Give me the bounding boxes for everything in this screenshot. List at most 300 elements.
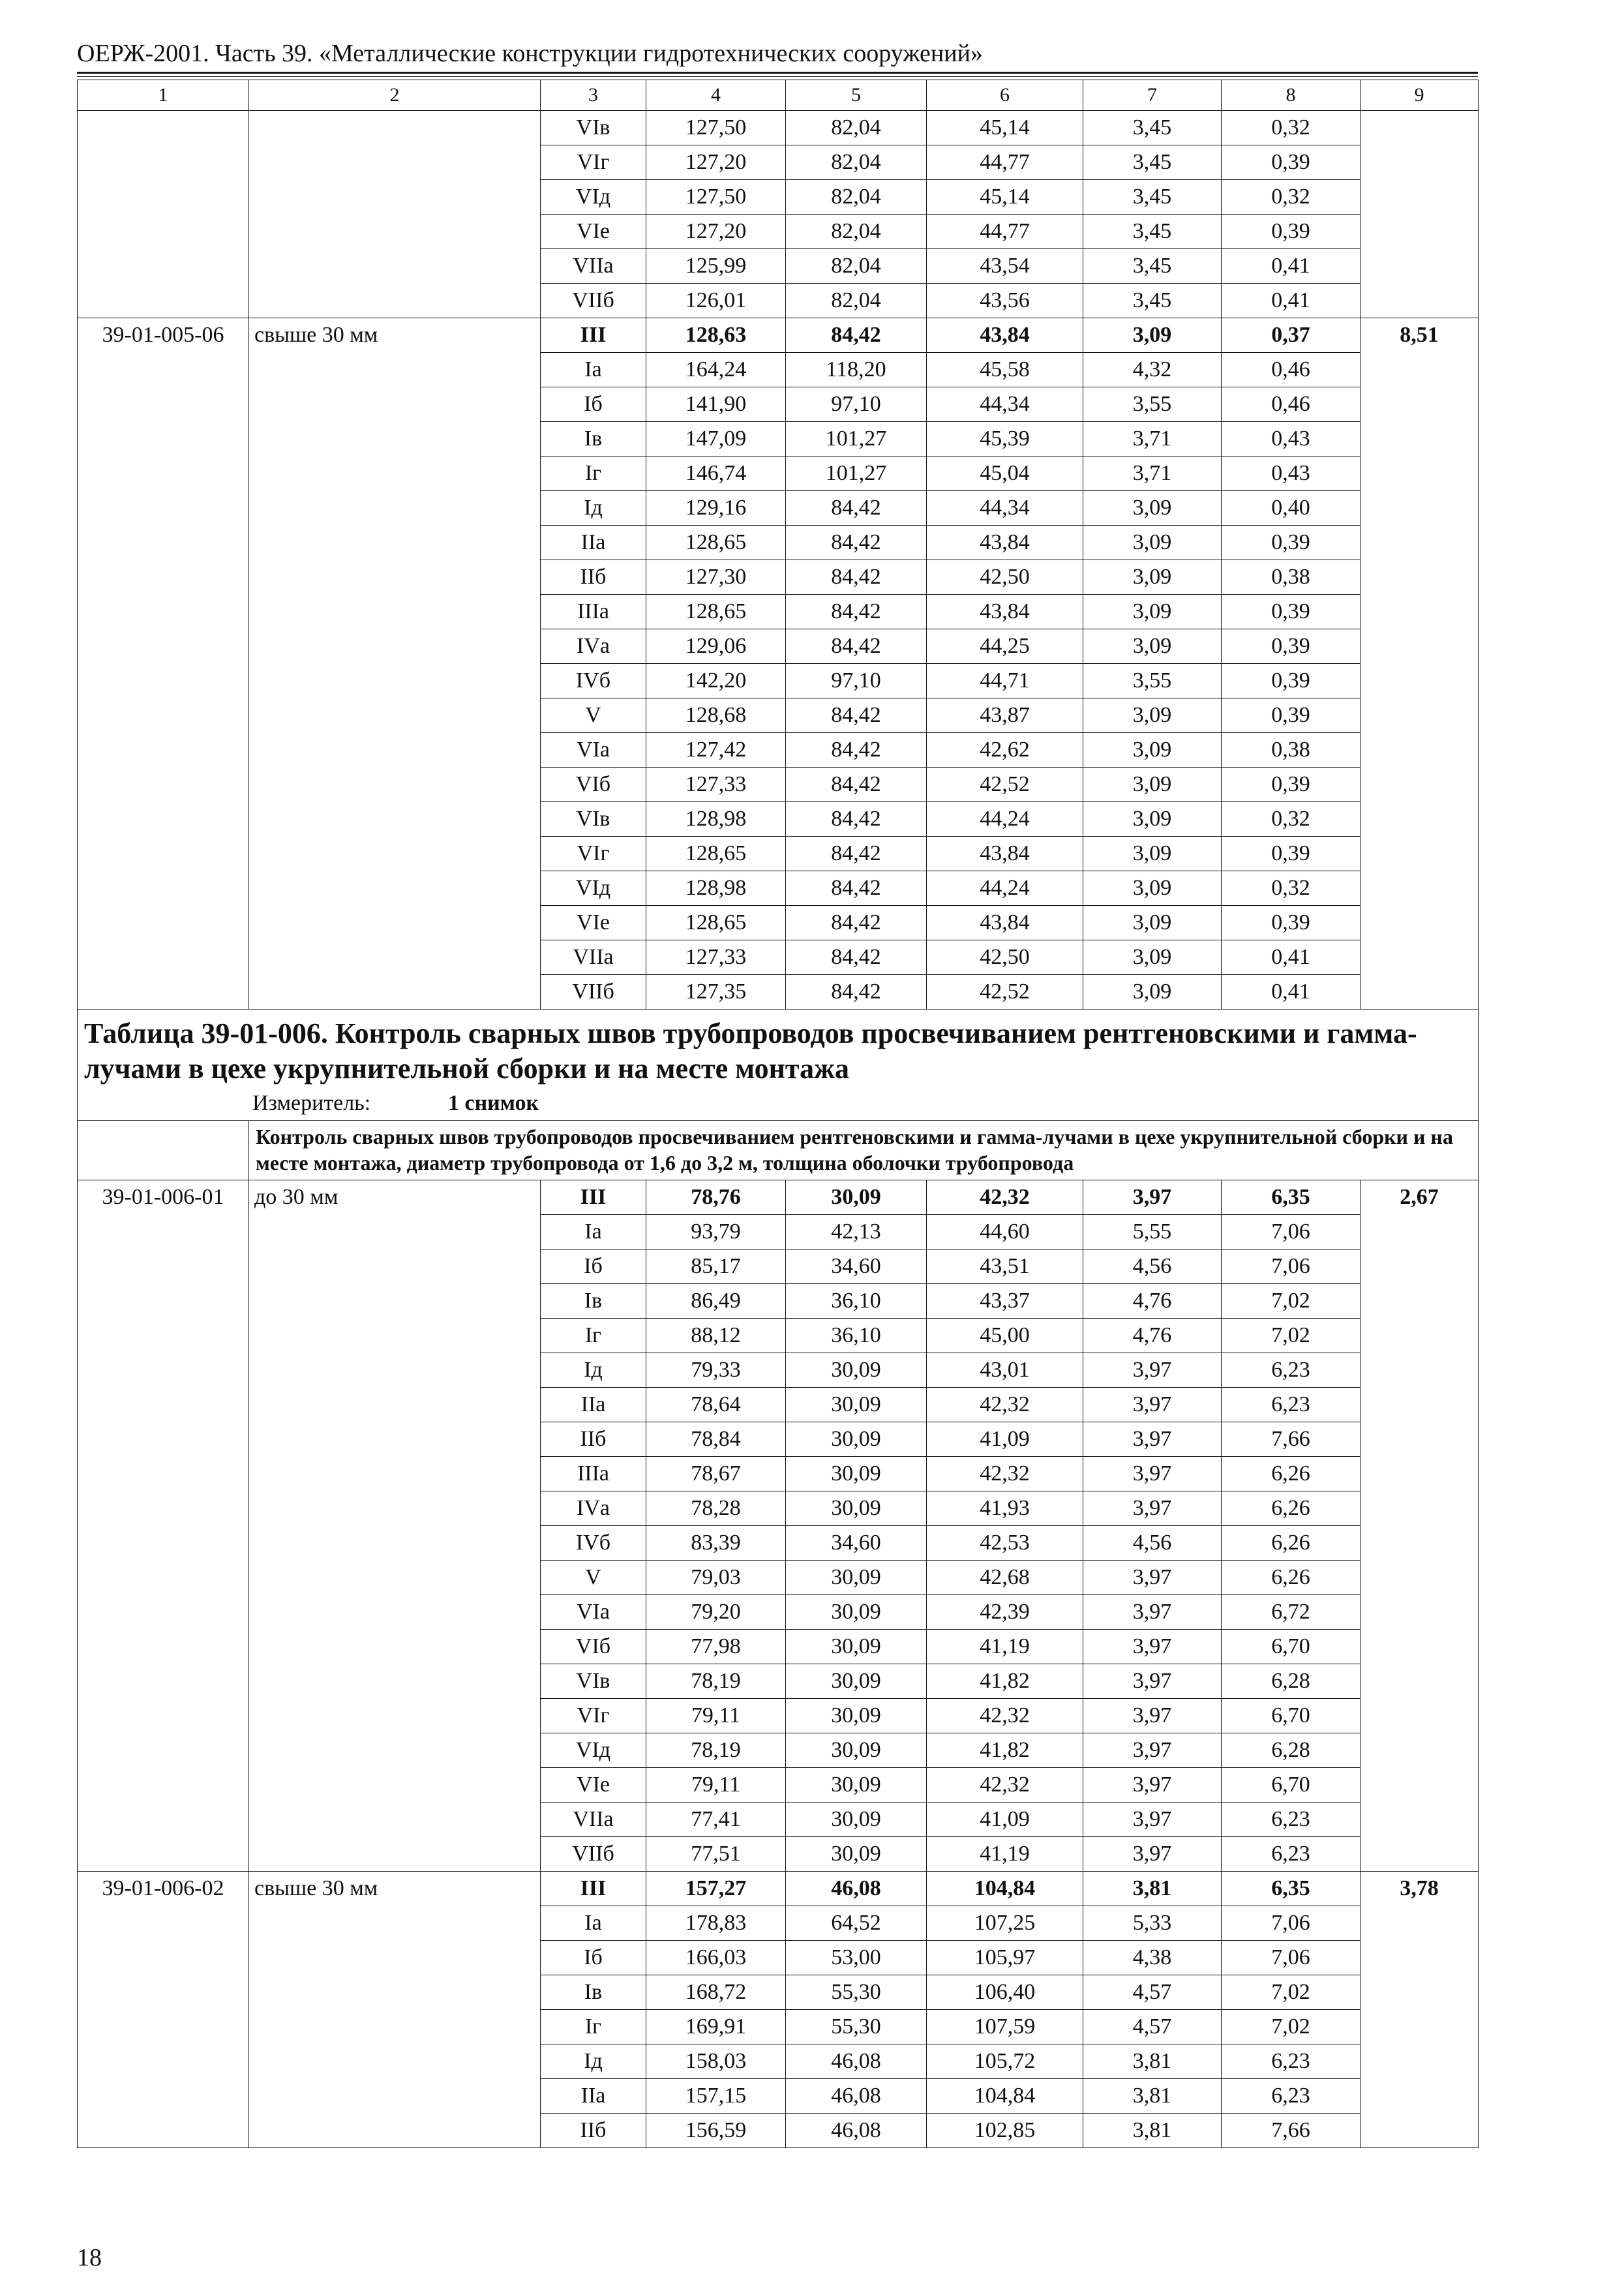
labor-machinists: 0,46: [1222, 387, 1361, 422]
labor-workers: 3,97: [1083, 1595, 1222, 1630]
wages: 84,42: [786, 837, 927, 871]
labor-machinists: 6,26: [1222, 1526, 1361, 1561]
labor-workers: 3,09: [1083, 940, 1222, 975]
wages: 84,42: [786, 975, 927, 1010]
machine-cost: 43,01: [927, 1353, 1083, 1388]
wages: 84,42: [786, 560, 927, 595]
header-rule: [77, 72, 1478, 74]
column-number: 9: [1361, 80, 1479, 111]
machine-cost: 44,60: [927, 1215, 1083, 1249]
labor-machinists: 6,35: [1222, 1872, 1361, 1906]
mode-code: VIг: [541, 145, 646, 180]
labor-machinists: 0,39: [1222, 629, 1361, 664]
description-spacer: [78, 1121, 249, 1180]
labor-workers: 3,71: [1083, 456, 1222, 491]
labor-workers: 3,97: [1083, 1768, 1222, 1803]
mode-code: VIв: [541, 1664, 646, 1699]
total-cost: 78,19: [646, 1733, 786, 1768]
coefficient-total: 2,67: [1361, 1180, 1479, 1872]
mode-code: III: [541, 1872, 646, 1906]
mode-code: IVа: [541, 1491, 646, 1526]
labor-machinists: 6,35: [1222, 1180, 1361, 1215]
wages: 84,42: [786, 802, 927, 837]
mode-code: IVб: [541, 1526, 646, 1561]
wages: 30,09: [786, 1180, 927, 1215]
mode-code: IVб: [541, 664, 646, 698]
mode-code: Iа: [541, 1215, 646, 1249]
column-number: 2: [249, 80, 541, 111]
mode-code: VIб: [541, 1630, 646, 1664]
total-cost: 128,65: [646, 837, 786, 871]
labor-machinists: 7,66: [1222, 2114, 1361, 2148]
total-cost: 178,83: [646, 1906, 786, 1941]
total-cost: 128,63: [646, 318, 786, 353]
labor-machinists: 7,66: [1222, 1422, 1361, 1457]
labor-machinists: 0,39: [1222, 698, 1361, 733]
labor-machinists: 7,06: [1222, 1941, 1361, 1975]
mode-code: VIд: [541, 180, 646, 215]
labor-workers: 3,97: [1083, 1180, 1222, 1215]
labor-workers: 3,45: [1083, 111, 1222, 145]
mode-code: VIе: [541, 215, 646, 249]
labor-machinists: 6,70: [1222, 1630, 1361, 1664]
mode-code: VIд: [541, 871, 646, 906]
machine-cost: 42,39: [927, 1595, 1083, 1630]
mode-code: Iв: [541, 1975, 646, 2010]
labor-workers: 3,09: [1083, 526, 1222, 560]
labor-machinists: 6,72: [1222, 1595, 1361, 1630]
wages: 53,00: [786, 1941, 927, 1975]
machine-cost: 41,82: [927, 1664, 1083, 1699]
machine-cost: 104,84: [927, 2079, 1083, 2114]
wages: 84,42: [786, 768, 927, 802]
labor-workers: 3,55: [1083, 664, 1222, 698]
labor-workers: 3,97: [1083, 1803, 1222, 1837]
mode-code: IIа: [541, 2079, 646, 2114]
machine-cost: 41,82: [927, 1733, 1083, 1768]
total-cost: 79,03: [646, 1561, 786, 1595]
thickness: свыше 30 мм: [249, 318, 541, 1010]
total-cost: 156,59: [646, 2114, 786, 2148]
machine-cost: 45,00: [927, 1319, 1083, 1353]
labor-machinists: 0,39: [1222, 837, 1361, 871]
wages: 84,42: [786, 733, 927, 768]
wages: 34,60: [786, 1249, 927, 1284]
labor-workers: 3,09: [1083, 871, 1222, 906]
labor-machinists: 6,23: [1222, 2079, 1361, 2114]
wages: 55,30: [786, 2010, 927, 2044]
machine-cost: 42,32: [927, 1768, 1083, 1803]
page-number: 18: [77, 2244, 102, 2271]
description-row: [78, 1121, 1479, 1180]
labor-workers: 3,97: [1083, 1699, 1222, 1733]
wages: 82,04: [786, 145, 927, 180]
wages: 36,10: [786, 1319, 927, 1353]
total-cost: 141,90: [646, 387, 786, 422]
mode-code: VIIб: [541, 1837, 646, 1872]
labor-machinists: 0,37: [1222, 318, 1361, 353]
total-cost: 166,03: [646, 1941, 786, 1975]
total-cost: 79,20: [646, 1595, 786, 1630]
labor-machinists: 0,46: [1222, 353, 1361, 387]
mode-code: VIе: [541, 906, 646, 940]
total-cost: 129,06: [646, 629, 786, 664]
labor-machinists: 7,02: [1222, 1319, 1361, 1353]
machine-cost: 43,84: [927, 595, 1083, 629]
machine-cost: 44,24: [927, 871, 1083, 906]
labor-machinists: 7,06: [1222, 1215, 1361, 1249]
labor-machinists: 6,28: [1222, 1733, 1361, 1768]
total-cost: 78,64: [646, 1388, 786, 1422]
mode-code: Iг: [541, 1319, 646, 1353]
mode-code: VIIб: [541, 975, 646, 1010]
labor-workers: 3,97: [1083, 1388, 1222, 1422]
mode-code: VIа: [541, 733, 646, 768]
column-number: 7: [1083, 80, 1222, 111]
labor-workers: 3,81: [1083, 2044, 1222, 2079]
mode-code: VIIа: [541, 249, 646, 284]
table-row: [78, 111, 1479, 145]
labor-machinists: 7,06: [1222, 1249, 1361, 1284]
labor-workers: 3,97: [1083, 1664, 1222, 1699]
total-cost: 128,98: [646, 871, 786, 906]
machine-cost: 45,14: [927, 180, 1083, 215]
labor-workers: 5,55: [1083, 1215, 1222, 1249]
labor-machinists: 7,06: [1222, 1906, 1361, 1941]
wages: 82,04: [786, 284, 927, 318]
labor-machinists: 6,26: [1222, 1457, 1361, 1491]
mode-code: IIб: [541, 1422, 646, 1457]
labor-workers: 3,09: [1083, 318, 1222, 353]
mode-code: VIIб: [541, 284, 646, 318]
machine-cost: 43,87: [927, 698, 1083, 733]
labor-workers: 3,09: [1083, 802, 1222, 837]
total-cost: 78,84: [646, 1422, 786, 1457]
machine-cost: 42,52: [927, 975, 1083, 1010]
labor-workers: 3,97: [1083, 1837, 1222, 1872]
total-cost: 157,15: [646, 2079, 786, 2114]
labor-machinists: 6,23: [1222, 1803, 1361, 1837]
mode-code: Iа: [541, 353, 646, 387]
total-cost: 146,74: [646, 456, 786, 491]
wages: 46,08: [786, 2079, 927, 2114]
wages: 84,42: [786, 906, 927, 940]
labor-workers: 3,09: [1083, 768, 1222, 802]
mode-code: V: [541, 698, 646, 733]
wages: 36,10: [786, 1284, 927, 1319]
code-cell: [78, 111, 249, 318]
mode-code: VIг: [541, 837, 646, 871]
machine-cost: 44,25: [927, 629, 1083, 664]
machine-cost: 41,19: [927, 1630, 1083, 1664]
machine-cost: 42,32: [927, 1457, 1083, 1491]
labor-machinists: 7,02: [1222, 1284, 1361, 1319]
labor-machinists: 6,23: [1222, 2044, 1361, 2079]
wages: 84,42: [786, 940, 927, 975]
wages: 97,10: [786, 387, 927, 422]
machine-cost: 44,77: [927, 215, 1083, 249]
machine-cost: 43,56: [927, 284, 1083, 318]
machine-cost: 102,85: [927, 2114, 1083, 2148]
table-row: [78, 1872, 1479, 1906]
labor-machinists: 0,39: [1222, 145, 1361, 180]
labor-workers: 3,97: [1083, 1630, 1222, 1664]
wages: 64,52: [786, 1906, 927, 1941]
machine-cost: 106,40: [927, 1975, 1083, 2010]
total-cost: 125,99: [646, 249, 786, 284]
machine-cost: 44,24: [927, 802, 1083, 837]
machine-cost: 44,34: [927, 387, 1083, 422]
total-cost: 164,24: [646, 353, 786, 387]
total-cost: 127,33: [646, 768, 786, 802]
labor-machinists: 6,23: [1222, 1353, 1361, 1388]
machine-cost: 43,37: [927, 1284, 1083, 1319]
total-cost: 77,98: [646, 1630, 786, 1664]
total-cost: 126,01: [646, 284, 786, 318]
work-description: Контроль сварных швов трубопроводов просвечиванием рентгеновскими и гамма-лучами в цехе укрупнительной сборки и на месте монтажа, диаметр трубопровода от 1,6 до 3,2 м, толщина оболочки трубопровода: [249, 1121, 1479, 1180]
mode-code: Iв: [541, 1284, 646, 1319]
labor-machinists: 0,39: [1222, 595, 1361, 629]
labor-workers: 4,76: [1083, 1284, 1222, 1319]
total-cost: 79,11: [646, 1768, 786, 1803]
labor-machinists: 0,38: [1222, 560, 1361, 595]
column-number: 5: [786, 80, 927, 111]
column-number: 1: [78, 80, 249, 111]
total-cost: 78,28: [646, 1491, 786, 1526]
wages: 30,09: [786, 1388, 927, 1422]
total-cost: 88,12: [646, 1319, 786, 1353]
labor-workers: 3,09: [1083, 560, 1222, 595]
mode-code: Iд: [541, 491, 646, 526]
wages: 30,09: [786, 1768, 927, 1803]
column-number: 8: [1222, 80, 1361, 111]
total-cost: 79,33: [646, 1353, 786, 1388]
labor-workers: 3,97: [1083, 1561, 1222, 1595]
wages: 82,04: [786, 215, 927, 249]
rate-code: 39-01-006-02: [78, 1872, 249, 2148]
total-cost: 127,42: [646, 733, 786, 768]
labor-machinists: 0,39: [1222, 215, 1361, 249]
wages: 34,60: [786, 1526, 927, 1561]
mode-code: Iа: [541, 1906, 646, 1941]
labor-workers: 4,56: [1083, 1526, 1222, 1561]
total-cost: 127,30: [646, 560, 786, 595]
mode-code: IIб: [541, 2114, 646, 2148]
labor-machinists: 0,39: [1222, 526, 1361, 560]
mode-code: Iв: [541, 422, 646, 456]
total-cost: 85,17: [646, 1249, 786, 1284]
labor-workers: 3,09: [1083, 975, 1222, 1010]
machine-cost: 43,84: [927, 318, 1083, 353]
labor-workers: 3,55: [1083, 387, 1222, 422]
machine-cost: 105,72: [927, 2044, 1083, 2079]
wages: 84,42: [786, 698, 927, 733]
wages: 30,09: [786, 1457, 927, 1491]
labor-machinists: 0,39: [1222, 664, 1361, 698]
labor-workers: 3,09: [1083, 491, 1222, 526]
total-cost: 128,98: [646, 802, 786, 837]
total-cost: 157,27: [646, 1872, 786, 1906]
machine-cost: 42,50: [927, 940, 1083, 975]
labor-workers: 4,57: [1083, 1975, 1222, 2010]
wages: 30,09: [786, 1837, 927, 1872]
labor-workers: 3,97: [1083, 1733, 1222, 1768]
total-cost: 147,09: [646, 422, 786, 456]
mode-code: VIе: [541, 1768, 646, 1803]
machine-cost: 42,50: [927, 560, 1083, 595]
labor-workers: 3,81: [1083, 2079, 1222, 2114]
wages: 84,42: [786, 595, 927, 629]
wages: 30,09: [786, 1491, 927, 1526]
labor-workers: 3,97: [1083, 1353, 1222, 1388]
mode-code: IIа: [541, 1388, 646, 1422]
total-cost: 83,39: [646, 1526, 786, 1561]
machine-cost: 42,32: [927, 1180, 1083, 1215]
machine-cost: 43,84: [927, 837, 1083, 871]
labor-workers: 4,32: [1083, 353, 1222, 387]
labor-machinists: 0,43: [1222, 422, 1361, 456]
total-cost: 78,67: [646, 1457, 786, 1491]
measure-label: Измеритель:: [252, 1091, 371, 1115]
wages: 30,09: [786, 1803, 927, 1837]
total-cost: 78,76: [646, 1180, 786, 1215]
machine-cost: 42,52: [927, 768, 1083, 802]
labor-workers: 4,56: [1083, 1249, 1222, 1284]
table-title-row: [78, 1010, 1479, 1121]
wages: 46,08: [786, 1872, 927, 1906]
machine-cost: 42,62: [927, 733, 1083, 768]
total-cost: 77,51: [646, 1837, 786, 1872]
labor-workers: 5,33: [1083, 1906, 1222, 1941]
wages: 30,09: [786, 1699, 927, 1733]
labor-machinists: 7,02: [1222, 1975, 1361, 2010]
wages: 30,09: [786, 1733, 927, 1768]
mode-code: IIа: [541, 526, 646, 560]
wages: 82,04: [786, 111, 927, 145]
total-cost: 142,20: [646, 664, 786, 698]
mode-code: Iб: [541, 1249, 646, 1284]
wages: 30,09: [786, 1664, 927, 1699]
mode-code: III: [541, 1180, 646, 1215]
machine-cost: 104,84: [927, 1872, 1083, 1906]
labor-workers: 3,81: [1083, 2114, 1222, 2148]
labor-workers: 3,45: [1083, 249, 1222, 284]
mode-code: VIIа: [541, 1803, 646, 1837]
labor-workers: 3,45: [1083, 145, 1222, 180]
labor-workers: 3,09: [1083, 733, 1222, 768]
rates-table: [77, 80, 1479, 2148]
wages: 84,42: [786, 871, 927, 906]
mode-code: III: [541, 318, 646, 353]
table-row: [78, 1180, 1479, 1215]
labor-machinists: 0,41: [1222, 249, 1361, 284]
labor-machinists: 0,32: [1222, 802, 1361, 837]
mode-code: VIд: [541, 1733, 646, 1768]
machine-cost: 45,14: [927, 111, 1083, 145]
column-number-row: [78, 80, 1479, 111]
labor-machinists: 6,26: [1222, 1491, 1361, 1526]
table-row: [78, 318, 1479, 353]
wages: 55,30: [786, 1975, 927, 2010]
total-cost: 127,50: [646, 111, 786, 145]
labor-machinists: 0,32: [1222, 180, 1361, 215]
labor-machinists: 0,39: [1222, 768, 1361, 802]
machine-cost: 107,25: [927, 1906, 1083, 1941]
document-header: ОЕРЖ-2001. Часть 39. «Металлические конструкции гидротехнических сооружений»: [77, 40, 983, 67]
wages: 101,27: [786, 422, 927, 456]
total-cost: 86,49: [646, 1284, 786, 1319]
labor-workers: 3,09: [1083, 837, 1222, 871]
mode-code: Iд: [541, 1353, 646, 1388]
rate-code: 39-01-006-01: [78, 1180, 249, 1872]
total-cost: 129,16: [646, 491, 786, 526]
wages: 82,04: [786, 249, 927, 284]
labor-workers: 4,38: [1083, 1941, 1222, 1975]
measure-unit: [252, 1090, 1471, 1116]
total-cost: 77,41: [646, 1803, 786, 1837]
mode-code: Iб: [541, 387, 646, 422]
total-cost: 169,91: [646, 2010, 786, 2044]
labor-workers: 3,45: [1083, 180, 1222, 215]
labor-workers: 3,09: [1083, 595, 1222, 629]
mode-code: V: [541, 1561, 646, 1595]
total-cell: [1361, 111, 1479, 318]
machine-cost: 105,97: [927, 1941, 1083, 1975]
labor-workers: 3,45: [1083, 215, 1222, 249]
wages: 30,09: [786, 1353, 927, 1388]
total-cost: 93,79: [646, 1215, 786, 1249]
total-cost: 128,65: [646, 595, 786, 629]
mode-code: Iд: [541, 2044, 646, 2079]
labor-workers: 3,97: [1083, 1457, 1222, 1491]
labor-workers: 3,45: [1083, 284, 1222, 318]
wages: 30,09: [786, 1561, 927, 1595]
wages: 46,08: [786, 2044, 927, 2079]
mode-code: IIб: [541, 560, 646, 595]
labor-machinists: 6,26: [1222, 1561, 1361, 1595]
wages: 84,42: [786, 491, 927, 526]
wages: 42,13: [786, 1215, 927, 1249]
wages: 30,09: [786, 1595, 927, 1630]
mode-code: IIIа: [541, 595, 646, 629]
mode-code: IIIа: [541, 1457, 646, 1491]
thickness: свыше 30 мм: [249, 1872, 541, 2148]
labor-machinists: 6,28: [1222, 1664, 1361, 1699]
labor-workers: 4,76: [1083, 1319, 1222, 1353]
total-cost: 128,65: [646, 906, 786, 940]
measure-value: 1 снимок: [448, 1091, 539, 1115]
wages: 84,42: [786, 318, 927, 353]
machine-cost: 41,09: [927, 1422, 1083, 1457]
table-title: Таблица 39-01-006. Контроль сварных швов трубопроводов просвечиванием рентгеновскими и гамма-лучами в цехе укрупнительной сборки и на месте монтажа: [84, 1017, 1417, 1085]
labor-machinists: 0,41: [1222, 284, 1361, 318]
mode-code: VIа: [541, 1595, 646, 1630]
wages: 84,42: [786, 629, 927, 664]
labor-machinists: 0,41: [1222, 975, 1361, 1010]
mode-code: Iг: [541, 456, 646, 491]
labor-machinists: 6,23: [1222, 1388, 1361, 1422]
wages: 30,09: [786, 1630, 927, 1664]
wages: 101,27: [786, 456, 927, 491]
machine-cost: 41,19: [927, 1837, 1083, 1872]
wages: 46,08: [786, 2114, 927, 2148]
total-cost: 128,68: [646, 698, 786, 733]
machine-cost: 44,71: [927, 664, 1083, 698]
mode-code: VIIа: [541, 940, 646, 975]
labor-machinists: 0,39: [1222, 906, 1361, 940]
machine-cost: 42,32: [927, 1388, 1083, 1422]
total-cost: 127,50: [646, 180, 786, 215]
